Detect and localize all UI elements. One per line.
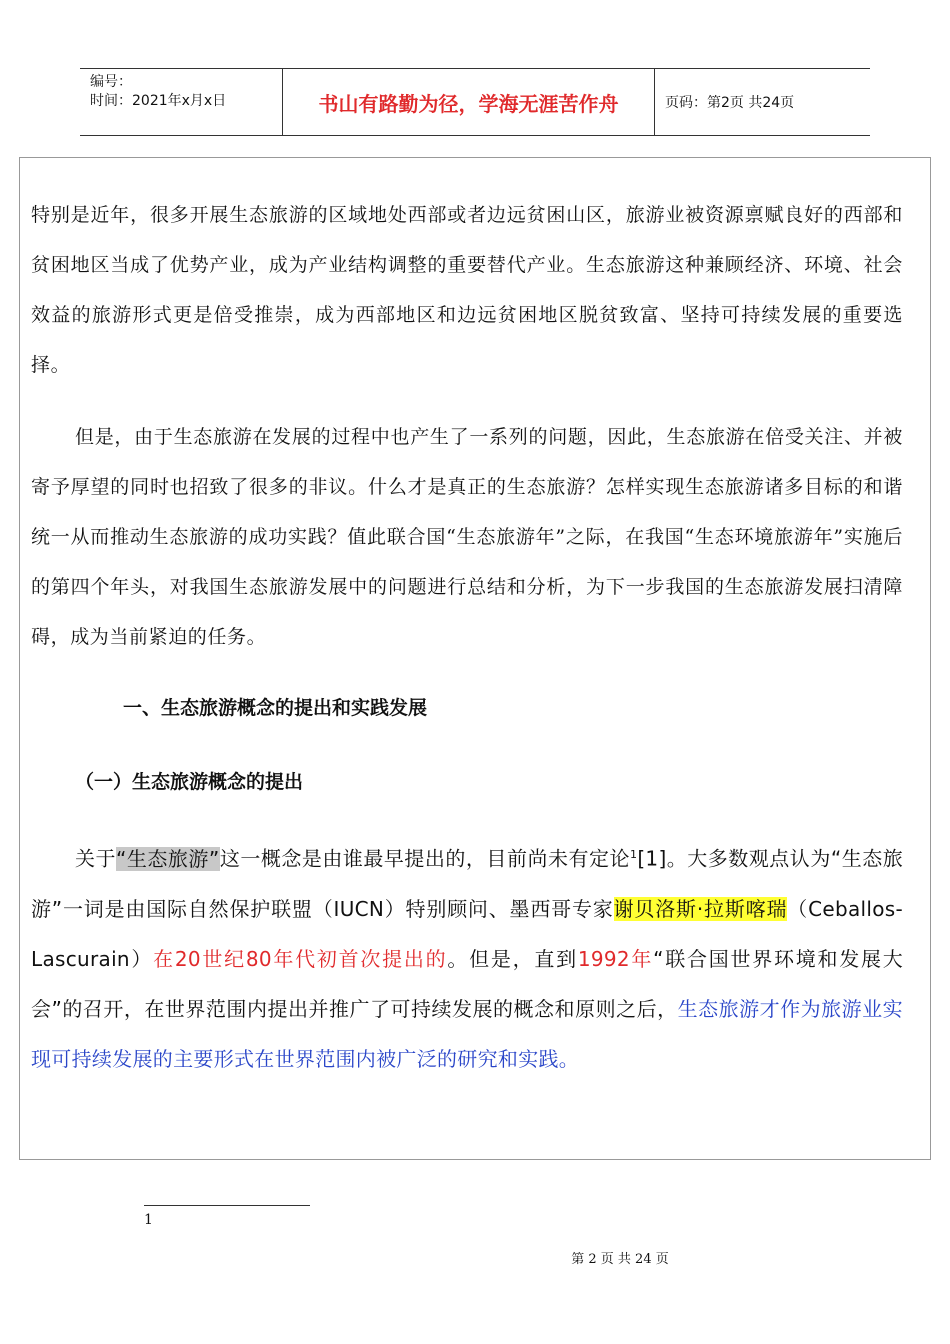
blue-text: 生态旅游才作为旅游业实现可持续发展的主要形式在世界范围内被广泛的研究和实践。 [31,996,903,1071]
page-header [80,68,870,136]
p3-mid: 这一概念是由谁最早提出的，目前尚未有定论 [219,846,630,871]
red-text-1: 在20世纪80年代初首次提出的 [153,946,448,971]
paragraph-3 [31,830,903,1084]
document-body [31,190,903,1084]
footnote-number: 1 [144,1212,153,1228]
section-heading: 一、生态旅游概念的提出和实践发展 [123,697,428,719]
subsection-heading: （一）生态旅游概念的提出 [75,771,304,793]
paragraph-1: 特别是近年，很多开展生态旅游的区域地处西部或者边远贫困山区，旅游业被资源禀赋良好的西部和贫困地区当成了优势产业，成为产业结构调整的重要替代产业。生态旅游这种兼顾经济、环境、社会效益的旅游形式更是倍受推崇，成为西部地区和边远贫困地区脱贫致富、坚持可持续发展的重要选择。 [31,204,903,376]
time-label: 时间：2021年x月x日 [90,93,227,109]
footnote-separator [144,1205,310,1206]
highlighted-term: “生态旅游” [116,846,220,871]
header-info [80,69,282,135]
footnote-marker[interactable]: 1 [630,848,638,861]
p3-rest1: 。大多数观点认为“生态旅游”一词是由国际自然保护联盟（IUCN）特别顾问、墨西哥专家 [31,846,904,921]
citation-ref: [1] [637,846,667,871]
highlighted-name: 谢贝洛斯·拉斯喀瑞 [613,896,788,921]
red-text-2: 1992年 [577,946,654,971]
page-footer: 第 2 页 共 24 页 [571,1252,669,1267]
p3-pre: 关于 [75,846,117,871]
paragraph-2: 但是，由于生态旅游在发展的过程中也产生了一系列的问题，因此，生态旅游在倍受关注、并被寄予厚望的同时也招致了很多的非议。什么才是真正的生态旅游？怎样实现生态旅游诸多目标的和谐统一从而推动生态旅游的成功实践？值此联合国“生态旅游年”之际，在我国“生态环境旅游年”实施后的第四个年头，对我国生态旅游发展中的问题进行总结和分析，为下一步我国的生态旅游发展扫清障碍，成为当前紧迫的任务。 [31,426,903,648]
p3-rest4: “联合国世界环境和发展大会”的召开，在世界范围内提出并推广了可持续发展的概念和原则之后， [31,946,903,1021]
number-label: 编号： [90,74,132,90]
p3-rest2: （Ceballos-Lascurain） [31,896,903,971]
header-motto: 书山有路勤为径，学海无涯苦作舟 [282,69,655,135]
header-page-info: 页码：第2页 共24页 [665,95,795,111]
p3-rest3: 。但是，直到 [447,946,578,971]
